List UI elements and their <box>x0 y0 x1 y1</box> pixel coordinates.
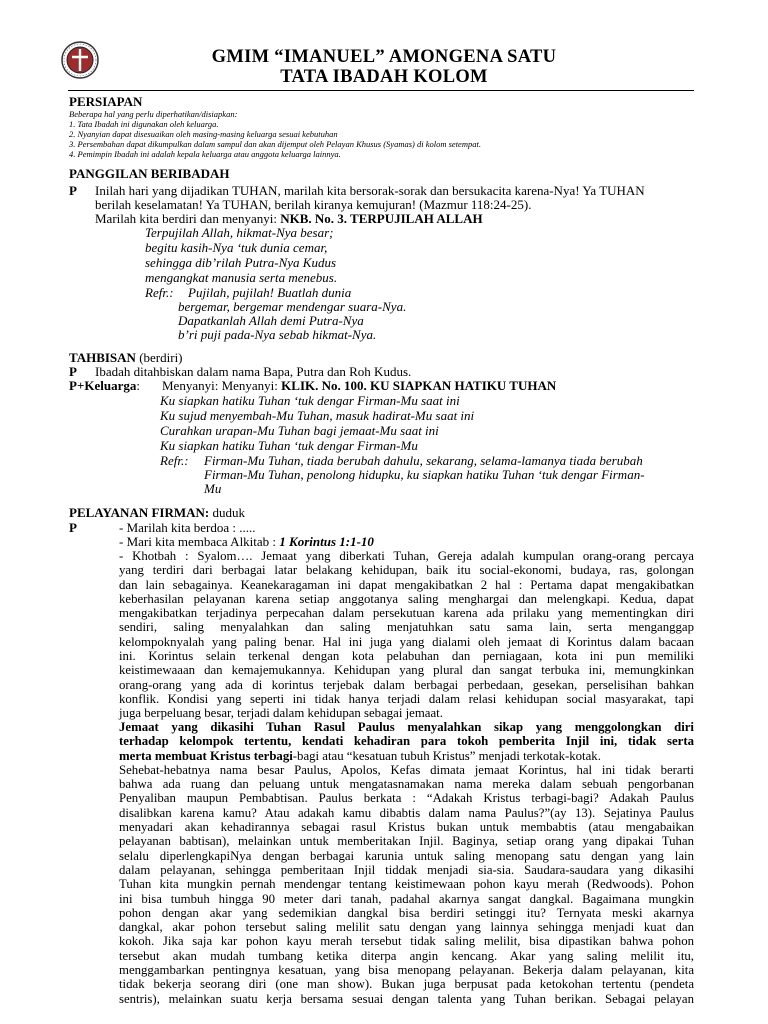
song-title: KLIK. No. 100. KU SIAPKAN HATIKU TUHAN <box>281 378 557 393</box>
sermon-line: konflik. Kondisi yang seperti ini tidak hanya terjadi dalam relasi kehidupan social masyarakat, tapi <box>119 691 694 706</box>
header-rule <box>68 90 694 91</box>
sermon-line: sentris), melainkan suatu kerja bersama sesuai dengan talenta yang Tuhan berikan. Sebagai pelayan <box>119 991 694 1006</box>
refrain-line: b’ri puji pada-Nya sebab hikmat-Nya. <box>178 327 377 342</box>
bible-reference: 1 Korintus 1:1-10 <box>279 534 374 549</box>
sermon-line: ini. Korintus selain terkenal dengan kota pelabuhan dan perniagaan, kota ini pun memiliki <box>119 649 694 664</box>
sermon-line: disalibkan karena kamu? Atau adakah kamu dibabtis dalam nama Paulus?”(ay 13). Sejatinya Paulus <box>119 805 694 820</box>
persiapan-item-3: 3. Persembahan dapat dikumpulkan dalam sampul dan akan dijemput oleh Pelayan Khusus (Syamas) di kolom setempat. <box>69 139 481 149</box>
refrain-line: Firman-Mu Tuhan, penolong hidupku, ku siapkan hatiku Tuhan ‘tuk dengar Firman- <box>204 467 645 482</box>
song-title: NKB. No. 3. TERPUJILAH ALLAH <box>280 211 483 226</box>
sermon-line: dalam pelayanan, sehingga pemberitaan Injil tiddak menjadi sia-sia. Saudara-saudara yang dikasihi <box>119 862 694 877</box>
persiapan-item-1: 1. Tata Ibadah ini digunakan oleh keluarga. <box>69 119 219 129</box>
sermon-line: - Khotbah : Syalom…. Jemaat yang diberkati Tuhan, Gereja adalah kumpulan orang-orang percaya <box>119 549 694 563</box>
sermon-line: bahwa ada ruang dan peluang untuk mengatasnamakan nama mereka dalam sebuah pengorbanan <box>119 777 694 792</box>
sermon-paragraph-1 <box>119 549 694 721</box>
tahbisan-text: Ibadah ditahbiskan dalam nama Bapa, Putra dan Roh Kudus. <box>95 364 412 379</box>
sermon-line: tersebut akan mudah tumbang ketika diterpa angin kencang. Akar yang saling melilit itu, <box>119 948 694 963</box>
role-label-keluarga: P+Keluarga: <box>69 378 140 393</box>
role-label: P <box>69 364 77 379</box>
sermon-line: tidak bekerja seorang diri (one man show). Bukan juga berpusat pada ketokohan tertentu (pendeta <box>119 977 694 992</box>
sermon-paragraph-2 <box>119 720 694 1006</box>
verse-line: Ku siapkan hatiku Tuhan ‘tuk dengar Firman-Mu <box>160 438 418 453</box>
song-announcement: Marilah kita berdiri dan menyanyi: NKB. No. 3. TERPUJILAH ALLAH <box>95 211 483 226</box>
persiapan-item-4: 4. Pemimpin Ibadah ini adalah kepala keluarga atau anggota keluarga lainnya. <box>69 149 341 159</box>
reading-line: - Mari kita membaca Alkitab : 1 Korintus 1:1-10 <box>119 534 374 549</box>
sermon-line: dangkal, akar pohon tersebut saling melilit satu dengan yang lainnya sehingga menjadi kuat dan <box>119 920 694 935</box>
panggilan-line-2: berilah keselamatan! Ya TUHAN, berilah kiranya kemujuran! (Mazmur 118:24-25). <box>95 197 532 212</box>
verse-line: sehingga dib’rilah Putra-Nya Kudus <box>145 255 337 270</box>
section-heading-firman: PELAYANAN FIRMAN: duduk <box>69 505 245 520</box>
persiapan-intro: Beberapa hal yang perlu diperhatikan/disiapkan: <box>69 109 238 119</box>
refrain-line: bergemar, bergemar mendengar suara-Nya. <box>178 299 407 314</box>
section-heading-panggilan: PANGGILAN BERIBADAH <box>69 166 230 181</box>
sermon-line: Tuhan kita mungkin pernah mendengar tentang keistimewaan pohon kayu merah (Redwoods). Pohon <box>119 877 694 892</box>
sermon-line: pohon dengan akar yang sedemikian dangkal bisa berdiri setinggi itu? Ternyata meski akarnya <box>119 905 694 920</box>
sermon-line: keistimewaaan dan kemajemukannya. Kehidupan yang plural dan sangat terbuka ini, memungkinkan <box>119 663 694 678</box>
refrain-label: Refr.: <box>160 453 189 468</box>
refrain-line: Dapatkanlah Allah demi Putra-Nya <box>178 313 364 328</box>
sermon-line-mixed: merta membuat Kristus terbagi-bagi atau “kesatuan tubuh Kristus” menjadi terkotak-kotak. <box>119 748 601 763</box>
sermon-line: menggambarkan pentingnya kesatuan, yang bisa menopang pelayanan. Bekerja dalam pelayanan, kita <box>119 963 694 978</box>
sermon-line: Sehebat-hebatnya nama besar Paulus, Apolos, Kefas dimata jemaat Korintus, hal ini tidak berarti <box>119 762 694 777</box>
document-title: GMIM “IMANUEL” AMONGENA SATU <box>211 47 557 67</box>
sermon-line: ini bisa tumbuh hingga 90 meter dari tanah, padahal akarnya sangat dangkal. Bagaimana mungkin <box>119 891 694 906</box>
verse-line: mengangkat manusia serta menebus. <box>145 270 338 285</box>
verse-line: begitu kasih-Nya ‘tuk dunia cemar, <box>145 240 328 255</box>
refrain-label: Refr.: <box>145 285 174 300</box>
sermon-line: orang-orang yang ada di korintus terjebak dalam berbagai perbedaan, gesekan, perselisihan bahkan <box>119 677 694 692</box>
sermon-line: mengakibatkan terjadinya perpecahan dalam persekutuan karena ada prilaku yang mementingkan diri <box>119 606 694 621</box>
role-label: P <box>69 520 77 535</box>
sermon-line: sendiri, saling menyalahkan dan saling menjatuhkan satu sama lain, serta menganggap <box>119 620 694 635</box>
sermon-line: kelompoknyalah yang paling benar. Hal ini juga yang dialami oleh jemaat di Korintus dalam bacaan <box>119 634 694 649</box>
verse-line: Ku siapkan hatiku Tuhan ‘tuk dengar Firman-Mu saat ini <box>160 393 460 408</box>
refrain-line: Firman-Mu Tuhan, tiada berubah dahulu, sekarang, selama-lamanya tiada berubah <box>204 453 643 468</box>
refrain-line: Mu <box>204 481 222 496</box>
verse-line: Curahkan urapan-Mu Tuhan bagi jemaat-Mu saat ini <box>160 423 439 438</box>
sermon-line: menyadari akan kehadirannya sebagai rasul Kristus bukan untuk membabtis (atau mengabaikan <box>119 820 694 835</box>
sermon-line: yang terdiri dari berbagai latar belakang kehidupan, baik itu social-ekonomi, budaya, ras, golongan <box>119 563 694 578</box>
song-announcement: Menyanyi: Menyanyi: KLIK. No. 100. KU SIAPKAN HATIKU TUHAN <box>162 378 557 393</box>
prayer-line: - Marilah kita berdoa : ..... <box>119 520 256 535</box>
verse-line: Terpujilah Allah, hikmat-Nya besar; <box>145 225 334 240</box>
sermon-line-bold: Jemaat yang dikasihi Tuhan Rasul Paulus menyalahkan sikap yang menggolongkan diri <box>119 720 694 734</box>
sermon-line: selalu diperlengkapiNya dengan berbagai karunia untuk saling menopang satu dengan yang lain <box>119 848 694 863</box>
section-heading-tahbisan: TAHBISAN (berdiri) <box>69 350 183 365</box>
document-subtitle: TATA IBADAH KOLOM <box>280 67 488 87</box>
section-heading-persiapan: PERSIAPAN <box>69 94 143 109</box>
sermon-line: keberhasilan pelayanan karena setiap anggotanya saling menghargai dan melengkapi. Kedua, dapat <box>119 591 694 606</box>
sermon-line: dan lain sebagainya. Keanekaragaman ini dapat mengakibatkan 2 hal : Pertama dapat mengakibatkan <box>119 577 694 592</box>
sermon-line: juga berpeluang besar, terjadi dalam kehidupan sebagai jemaat. <box>119 706 443 721</box>
role-label: P <box>69 183 77 198</box>
persiapan-item-2: 2. Nyanyian dapat disesuaikan oleh masing-masing keluarga sesuai kebutuhan <box>69 129 338 139</box>
sermon-line-bold: terhadap kelompok tertentu, kendati kehadiran para tokoh pemberita Injil ini, tidak serta <box>119 734 694 749</box>
panggilan-line-1: Inilah hari yang dijadikan TUHAN, marilah kita bersorak-sorak dan bersukacita karena-Nya! Ya TUHAN <box>95 183 645 198</box>
verse-line: Ku sujud menyembah-Mu Tuhan, masuk hadirat-Mu saat ini <box>160 408 475 423</box>
sermon-line: pelayanan babtisan), melainkan untuk memberitakan Injil. Baginya, setiap orang yang dipakai Tuhan <box>119 834 694 849</box>
sermon-line: kokoh. Jika saja kar pohon kayu merah tersebut tidak saling melilit, bisa dipastikan bahwa pohon <box>119 934 694 949</box>
refrain-line: Pujilah, pujilah! Buatlah dunia <box>188 285 352 300</box>
sermon-line: Penyaliban maupun Pembabtisan. Paulus berkata : “Adakah Kristus terbagi-bagi? Adakah Paulus <box>119 791 694 806</box>
